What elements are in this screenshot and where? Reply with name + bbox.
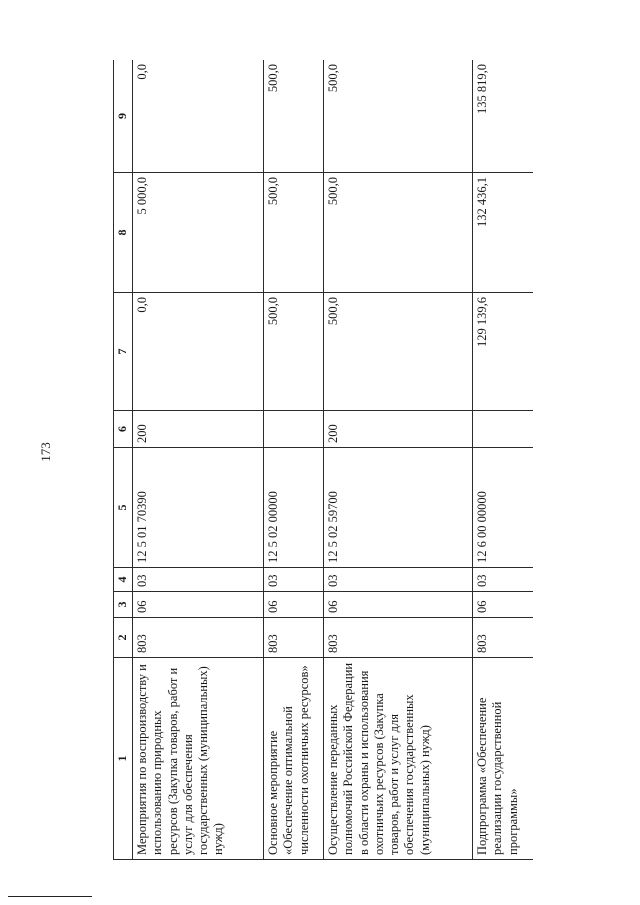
table-row [133,60,264,860]
cell-expense-type [264,411,324,448]
row-name: Осуществление переданных полномочий Российской Федерации в области охраны и использования охотничьих ресурсов (Закупка товаров, работ и услуг для обеспечения государственных (муниципальных) нужд) [324,658,473,860]
page-number: 173 [38,442,53,462]
header-col-1: 1 [114,658,133,860]
cell-amount-year-1: 129 139,6 [473,293,534,411]
cell-amount-year-2: 5 000,0 [133,173,264,293]
cell-expense-type: 200 [324,411,473,448]
footnote-separator-line [8,896,92,897]
cell-section: 06 [324,592,473,618]
table-row [473,60,534,860]
header-col-3: 3 [114,592,133,618]
cell-target-article: 12 5 02 00000 [264,448,324,568]
cell-section: 06 [264,592,324,618]
cell-amount-year-3: 500,0 [324,60,473,173]
cell-ministry-code: 803 [133,618,264,658]
cell-subsection: 03 [264,568,324,592]
cell-expense-type: 200 [133,411,264,448]
header-col-5: 5 [114,448,133,568]
table-row [324,60,473,860]
cell-target-article: 12 6 00 00000 [473,448,534,568]
cell-ministry-code: 803 [473,618,534,658]
header-col-9: 9 [114,60,133,173]
budget-allocation-table [113,60,533,860]
cell-amount-year-3: 135 819,0 [473,60,534,173]
cell-section: 06 [473,592,534,618]
row-name: Основное мероприятие «Обеспечение оптимальной численности охотничьих ресурсов» [264,658,324,860]
cell-section: 06 [133,592,264,618]
row-name: Подпрограмма «Обеспечение реализации государственной программы» [473,658,534,860]
header-col-7: 7 [114,293,133,411]
cell-expense-type [473,411,534,448]
row-name: Мероприятия по воспроизводству и использованию природных ресурсов (Закупка товаров, работ и услуг для обеспечения государственных (муниципальных) нужд) [133,658,264,860]
cell-amount-year-2: 500,0 [324,173,473,293]
cell-subsection: 03 [324,568,473,592]
cell-subsection: 03 [473,568,534,592]
header-col-8: 8 [114,173,133,293]
cell-ministry-code: 803 [264,618,324,658]
cell-subsection: 03 [133,568,264,592]
cell-amount-year-2: 132 436,1 [473,173,534,293]
cell-ministry-code: 803 [324,618,473,658]
header-row [114,60,133,860]
rotated-table-frame [113,60,533,860]
header-col-6: 6 [114,411,133,448]
cell-amount-year-1: 0,0 [133,293,264,411]
cell-target-article: 12 5 02 59700 [324,448,473,568]
header-col-4: 4 [114,568,133,592]
cell-amount-year-2: 500,0 [264,173,324,293]
table-row [264,60,324,860]
cell-amount-year-3: 0,0 [133,60,264,173]
cell-target-article: 12 5 01 70390 [133,448,264,568]
cell-amount-year-3: 500,0 [264,60,324,173]
cell-amount-year-1: 500,0 [264,293,324,411]
budget-table-container [113,60,533,860]
header-col-2: 2 [114,618,133,658]
cell-amount-year-1: 500,0 [324,293,473,411]
